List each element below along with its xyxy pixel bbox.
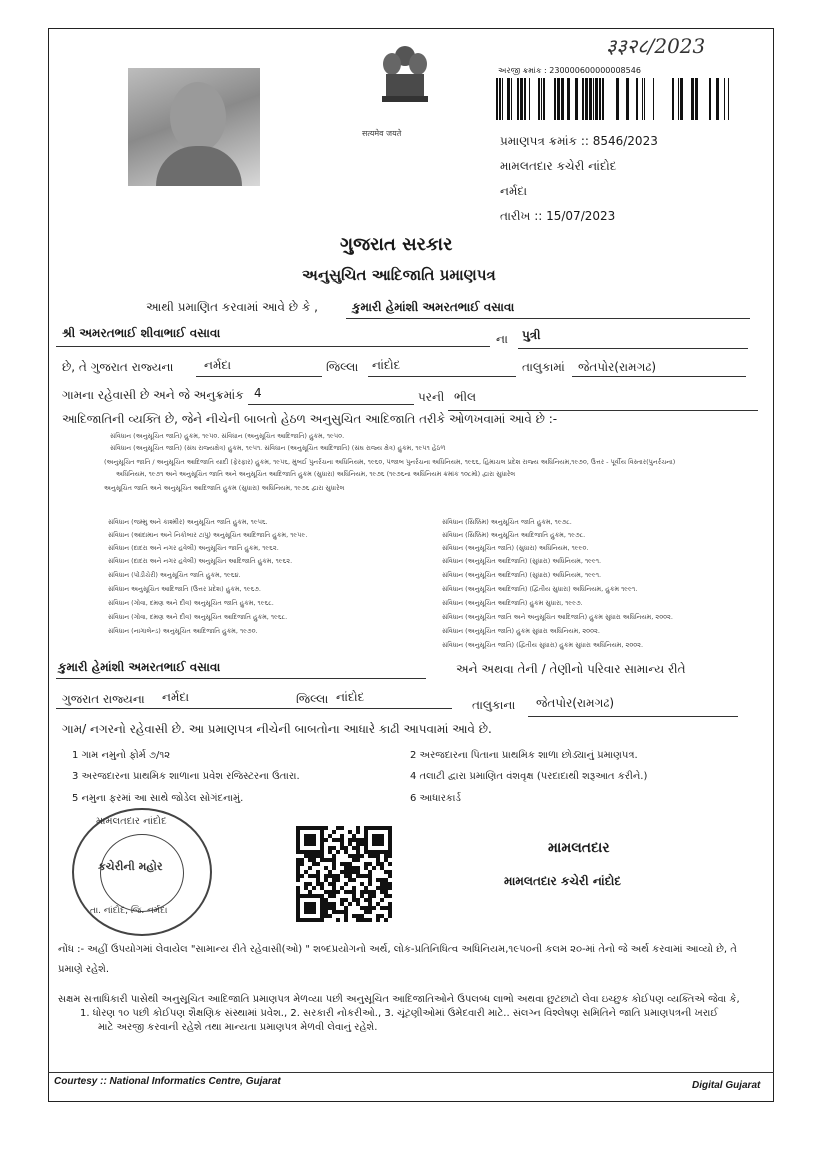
relation: પુત્રી xyxy=(522,328,541,342)
order-right: સંવિધાન (અનુસૂચિત આદિજાતિ) હુકમ સુધારા, ૧૯૯૭. xyxy=(442,599,583,607)
applicant-photo xyxy=(128,68,260,186)
national-emblem-icon xyxy=(374,44,436,120)
resident-family-text: અને અથવા તેની / તેણીનો પરિવાર સામાન્ય રીતે xyxy=(456,662,686,676)
order-right: સંવિધાન (અનુસૂચિત જાતિ અને અનુસૂચિત આદિજાતિ) હુકમ સુધારા અધિનિયમ, ૨૦૦૨. xyxy=(442,613,673,621)
resident-district-label: જિલ્લા xyxy=(296,692,329,706)
order-right: સંવિધાન (અનુસૂચિત આદિજાતિ) (દ્વિતીય સુધારા) અધિનિયમ, હુકમ ૧૯૯૧. xyxy=(442,585,638,593)
resident-village: જેતપોર(રામગઢ) xyxy=(536,696,615,710)
serial-number: 4 xyxy=(254,386,262,400)
certify-text: આથી પ્રમાણિત કરવામાં આવે છે કે , xyxy=(146,300,318,314)
order-left: સંવિધાન અનુસૂચિત આદિજાતિ (ઉત્તર પ્રદેશ) હુકમ, ૧૯૬૭. xyxy=(108,585,261,593)
order-right: સંવિધાન (સિક્કિમ) અનુસૂચિત આદિજાતિ હુકમ, ૧૯૭૮. xyxy=(442,531,586,539)
basis-item: 2 અરજદારના પિતાના પ્રાથમિક શાળા છોડ્યાનું પ્રમાણપત્ર. xyxy=(410,750,638,761)
order-right: સંવિધાન (અનુસૂચિત જાતિ) (સુધારા) અધિનિયમ, ૧૯૯૦. xyxy=(442,544,589,552)
order-left: સંવિધાન (નાગાલેન્ડ) અનુસૂચિત આદિજાતિ હુકમ, ૧૯૭૦. xyxy=(108,627,258,635)
state-text: છે, તે ગુજરાત રાજ્યના xyxy=(62,360,174,374)
order-right: સંવિધાન (અનુસૂચિત આદિજાતિ) (સુધારા) અધિનિયમ, ૧૯૯૧. xyxy=(442,557,602,565)
order-left: સંવિધાન (દાદરા અને નગર હવેલી) અનુસૂચિત જાતિ હુકમ, ૧૯૬૨. xyxy=(108,544,279,552)
tribe-name: ભીલ xyxy=(454,390,477,404)
village-value: જેતપોર(રામગઢ) xyxy=(578,360,657,374)
issuing-office: મામલતદાર કચેરી નાંદોદ xyxy=(500,159,617,173)
resident-district: નર્મદા xyxy=(162,690,190,704)
resident-taluka-label: તાલુકાના xyxy=(472,698,516,712)
signatory-office: મામલતદાર કચેરી નાંદોદ xyxy=(504,874,622,888)
district-label: જિલ્લા xyxy=(326,360,359,374)
issuing-district: નર્મદા xyxy=(500,184,528,198)
order-left: સંવિધાન (જમ્મુ અને કાશ્મીર) અનુસૂચિત જાતિ હુકમ, ૧૯૫૬. xyxy=(108,518,268,526)
order-line: અનુસૂચિત જાતિ અને અનુસૂચિત આદિજાતિ હુકમ (સુધારા) અધિનિયમ, ૧૯૭૬ દ્વારા સુધારેલ xyxy=(104,484,345,492)
issue-date: તારીખ :: 15/07/2023 xyxy=(500,209,616,223)
basis-item: 5 નમુના ફરમાં આ સાથે જોડેલ સોગંદનામું. xyxy=(72,793,244,804)
seal-bottom-text: તા. નાંદોદ, જિ. નર્મદા xyxy=(90,906,168,916)
certificate-title: અનુસુચિત આદિજાતિ પ્રમાણપત્ર xyxy=(302,266,496,284)
seal-outer-text: મામલતદાર નાંદોદ xyxy=(96,816,167,827)
order-left: સંવિધાન (ગોવા, દમણ અને દીવ) અનુસૂચિત જાતિ હુકમ, ૧૯૬૮. xyxy=(108,599,274,607)
footer-brand: Digital Gujarat xyxy=(692,1080,761,1091)
basis-item: 3 અરજદારના પ્રાથમિક શાળાના પ્રવેશ રજિસ્ટરના ઉતારા. xyxy=(72,771,300,782)
signatory-title: મામલતદાર xyxy=(548,840,610,856)
order-right: સંવિધાન (અનુસૂચિત જાતિ) હુકમ સુધારા અધિનિયમ, ૨૦૦૨. xyxy=(442,627,600,635)
note2-line: સક્ષમ સત્તાધિકારી પાસેથી અનુસૂચિત આદિજાતિ પ્રમાણપત્ર મેળવ્યા પછી અનુસૂચિત આદિજાતિઓને ઉપલબ્ધ લાભો અથવા છુટછાટો લેવા ઇચ્છુક કોઈપણ વ્યક્તિએ જેવા કે, xyxy=(58,994,740,1005)
order-left: સંવિધાન (આંદામાન અને નિકોબાર ટાપુ) અનુસૂચિત આદિજાતિ હુકમ, ૧૯૫૯. xyxy=(108,531,308,539)
barcode xyxy=(496,78,740,120)
taluka-label: તાલુકામાં xyxy=(522,360,565,374)
order-line: અધિનિયમ, ૧૯૭૧ અને અનુસૂચિત જાતિ અને અનુસૂચિત આદિજાતિ હુકમ (સુધારા) અધિનિયમ, ૧૯૭૬ (૧૯૭૬ના અધિનિયમ ક્રમાંક ૧૦૮મો) દ્વારા સુધારેલ xyxy=(116,470,516,478)
footer-courtesy: Courtesy :: National Informatics Centre, Gujarat xyxy=(54,1076,281,1087)
order-right: સંવિધાન (સિક્કિમ) અનુસૂચિત જાતિ હુકમ, ૧૯૭૮. xyxy=(442,518,572,526)
order-right: સંવિધાન (અનુસૂચિત જાતિ) (દ્વિતીય સુધારા) હુકમ સુધારા અધિનિયમ, ૨૦૦૨. xyxy=(442,641,644,649)
order-left: સંવિધાન (પોંડીચેરી) અનુસૂચિત જાતિ હુકમ, ૧૯૬૪. xyxy=(108,571,241,579)
basis-item: 4 તલાટી દ્વારા પ્રમાણિત વંશવૃક્ષ (પરદાદાથી શરૂઆત કરીને.) xyxy=(410,771,648,782)
note2-line: માટે અરજી કરવાની રહેશે તથા માન્યતા પ્રમાણપત્ર મેળવી લેવાનું રહેશે. xyxy=(98,1022,378,1033)
government-title: ગુજરાત સરકાર xyxy=(340,234,453,255)
handwritten-number: ३३२८/2023 xyxy=(606,34,706,58)
order-line: સંવિધાન (અનુસૂચિત જાતિ) (સંઘ રાજ્યક્ષેત્ર) હુકમ, ૧૯૫૧. સંવિધાન (અનુસૂચિત આદિજાતિ) (સંઘ રાજ્ય ક્ષેત્ર) હુકમ, ૧૯૫૧ હેઠળ xyxy=(110,444,446,452)
of-label: ના xyxy=(496,332,508,346)
tribe-label: પરની xyxy=(418,390,445,404)
basis-intro: ગામ/ નગરનો રહેવાસી છે. આ પ્રમાણપત્ર નીચેની બાબતોના આધારે કાઢી આપવામાં આવે છે. xyxy=(62,722,492,736)
application-number: અરજી ક્રમાંક : 230000600000008546 xyxy=(498,66,641,75)
seal-center-text: કચેરીની મહોર xyxy=(98,860,163,873)
order-line: (અનુસૂચિત જાતિ / અનુસૂચિત આદિજાતિ યાદી (ફેરફાર) હુકમ, ૧૯૫૬, મુંબઈ પુનર્રચના અધિનિયમ, ૧૯૬૦, પંજાબ પુનર્રચના અધિનિયમ, ૧૯૬૬, હિમાચલ પ્રદેશ રાજ્ય અધિનિયમ,૧૯૭૦, ઉત્તર - પૂર્વીય વિસ્તાર(પુનર્રચના) xyxy=(104,458,676,466)
emblem-motto: सत्यमेव जयते xyxy=(362,129,402,138)
note-line: પ્રમાણે રહેશે. xyxy=(58,964,110,975)
serial-text: ગામના રહેવાસી છે અને જે અનુક્રમાંક xyxy=(62,388,244,402)
order-right: સંવિધાન (અનુસૂચિત આદિજાતિ) (સુધારા) અધિનિયમ, ૧૯૯૧. xyxy=(442,571,602,579)
basis-item: 6 આધારકાર્ડ xyxy=(410,793,461,804)
note2-line: 1. ધોરણ ૧૦ પછી કોઈપણ શૈક્ષણિક સંસ્થામાં પ્રવેશ., 2. સરકારી નોકરીઓ., 3. ચૂંટણીઓમાં ઉમેદવારી માટે.. સંલગ્ન વિશ્લેષણ સમિતિને જાતિ પ્રમાણપત્રની ખરાઈ xyxy=(80,1008,719,1019)
district-value: નર્મદા xyxy=(204,358,232,372)
applicant-name: કુમારી હેમાંશી અમરતભાઈ વસાવા xyxy=(352,300,515,314)
father-name: શ્રી અમરતભાઈ શીવાભાઈ વસાવા xyxy=(62,326,221,340)
taluka-value: નાંદોદ xyxy=(372,358,401,372)
resident-state-text: ગુજરાત રાજ્યના xyxy=(62,692,145,706)
resident-taluka: નાંદોદ xyxy=(336,690,365,704)
basis-item: 1 ગામ નમુનો ફોર્મ ૭/૧૨ xyxy=(72,750,171,761)
note-line: નોંધ :- અહીં ઉપયોગમાં લેવાયેલ "સામાન્ય રીતે રહેવાસી(ઓ) " શબ્દપ્રયોગનો અર્થ, લોક-પ્રતિનિધિત્વ અધિનિયમ,૧૯૫૦ની કલમ ૨૦-માં તેનો જે અર્થ કરવામાં આવ્યો છે, તે xyxy=(58,944,737,955)
order-left: સંવિધાન (દાદરા અને નગર હવેલી) અનુસૂચિત આદિજાતિ હુકમ, ૧૯૬૨. xyxy=(108,557,293,565)
order-left: સંવિધાન (ગોવા, દમણ અને દીવ) અનુસૂચિત આદિજાતિ હુકમ, ૧૯૬૮. xyxy=(108,613,288,621)
order-line: સંવિધાન (અનુસૂચિત જાતિ) હુકમ, ૧૯૫૦. સંવિધાન (અનુસૂચિત આદિજાતિ) હુકમ, ૧૯૫૦. xyxy=(110,432,345,440)
resident-name: કુમારી હેમાંશી અમરતભાઈ વસાવા xyxy=(58,660,221,674)
certificate-number: પ્રમાણપત્ર ક્રમાંક :: 8546/2023 xyxy=(500,134,658,148)
recognition-text: આદિજાતિની વ્યક્તિ છે, જેને નીચેની બાબતો હેઠળ અનુસુચિત આદિજાતિ તરીકે ઓળખવામાં આવે છે :- xyxy=(62,412,558,426)
qr-code xyxy=(296,826,392,922)
